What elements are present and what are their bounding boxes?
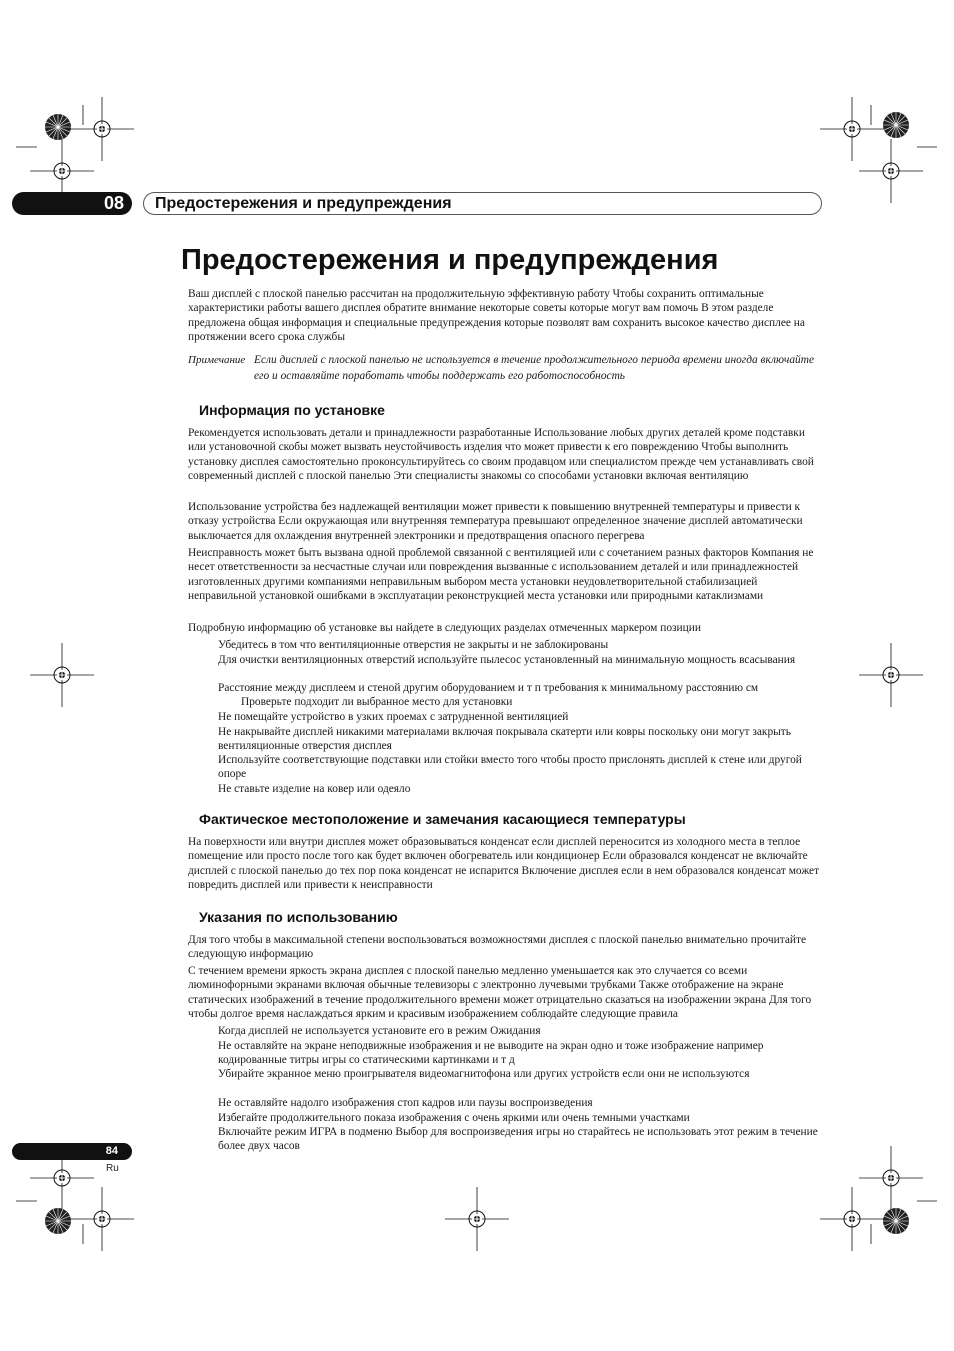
list-item: Не накрывайте дисплей никакими материалами включая покрывала скатерти или ковры поскольку они могут закрыть вентиляционные отверстия дисплея [218, 726, 791, 753]
section-heading-installation: Информация по установке [199, 402, 385, 418]
installation-paragraph: Неисправность может быть вызвана одной проблемой связанной с вентиляцией или с сочетанием разных факторов Компания не несет ответственности за несчастные случаи или повреждения вызванные с использованием деталей и или принадлежностей изготовленных другими компаниями неправильным выбором места установки неудовлетворительной стабилизацией неправильной установкой ошибками в эксплуатации реконструкцией места установки или природными катаклизмами [188, 547, 814, 602]
crosshair-mark [859, 1146, 923, 1210]
list-item: Используйте соответствующие подставки или стойки вместо того чтобы просто прислонять дисплей к стене или другой опоре [218, 754, 802, 781]
crosshair-mark [859, 643, 923, 707]
list-item: Когда дисплей не используется установите его в режим Ожидания [218, 1025, 541, 1037]
installation-paragraph: Использование устройства без надлежащей вентиляции может привести к повышению внутренней температуры и привести к отказу устройства Если окружающая или внутренняя температура превышают определенное значение дисплей автоматически выключается для охлаждения внутренней электроники и предотвращения опасного перегрева [188, 501, 803, 542]
starburst-mark-top-right [883, 112, 909, 138]
starburst-mark-bottom-right [883, 1208, 909, 1234]
list-item: Убедитесь в том что вентиляционные отверстия не закрыты и не заблокированы [218, 639, 609, 651]
note-text: Если дисплей с плоской панелью не используется в течение продолжительного периода времени иногда включайте его и оставляйте поработать чтобы поддержать его работоспособность [254, 354, 815, 382]
list-item: Не оставляйте на экране неподвижные изображения и не выводите на экран одно и тоже изображение например кодированные титры игры со статическими картинками и т д [218, 1040, 764, 1067]
installation-paragraph: Подробную информацию об установке вы найдете в следующих разделах отмеченных маркером позиции [188, 622, 701, 634]
usage-paragraph: Для того чтобы в максимальной степени воспользоваться возможностями дисплея с плоской панелью внимательно прочитайте следующую информацию [188, 934, 807, 961]
installation-paragraph: Рекомендуется использовать детали и принадлежности разработанные Использование любых других деталей кроме подставки или установочной скобы может вызвать неустойчивость изделия что может привести к его повреждению Чтобы выполнить установку дисплея самостоятельно проконсультируйтесь со своим продавцом или специалистом прежде чем устанавливать свой современный дисплей с плоской панелью Эти специалисты знакомы со способами установки включая вентиляцию [188, 427, 814, 482]
page-title: Предостережения и предупреждения [181, 244, 719, 276]
section-heading-usage: Указания по использованию [199, 909, 398, 925]
chapter-number-badge: 08 [12, 192, 132, 215]
section-heading-temperature: Фактическое местоположение и замечания касающиеся температуры [199, 811, 686, 827]
page-language-code: Ru [106, 1163, 119, 1174]
chapter-title-bar: Предостережения и предупреждения [143, 192, 822, 215]
list-item: Не оставляйте надолго изображения стоп кадров или паузы воспроизведения [218, 1097, 593, 1109]
temperature-paragraph: На поверхности или внутри дисплея может образовываться конденсат если дисплей переносится из холодного места в теплое помещение или просто после того как будет включен обогреватель или кондиционер Если образовался конденсат не включайте дисплей с плоской панелью до тех пор пока конденсат не испарится Включение дисплея если в нем образовался конденсат может повредить дисплей или привести к неисправности [188, 836, 820, 891]
list-item: Расстояние между дисплеем и стеной другим оборудованием и т п требования к минимальному расстоянию см [218, 682, 759, 694]
note-label: Примечание [188, 354, 246, 366]
crosshair-mark [445, 1187, 509, 1251]
intro-paragraph: Ваш дисплей с плоской панелью рассчитан на продолжительную эффективную работу Чтобы сохранить оптимальные характеристики работы вашего дисплея обратите внимание некоторые советы которые могут вам помочь В этом разделе предложена общая информация и специальные предупреждения которые позволят вам сохранить высокое качество дисплее на протяжении всего срока службы [188, 288, 805, 343]
crosshair-mark [30, 643, 94, 707]
list-item: Убирайте экранное меню проигрывателя видеомагнитофона или других устройств если они не используются [218, 1068, 750, 1080]
crosshair-mark [859, 139, 923, 203]
starburst-mark-top-left [45, 114, 71, 140]
page-number-badge: 84 [12, 1143, 132, 1160]
crosshair-mark [820, 97, 884, 161]
crosshair-mark [70, 1187, 134, 1251]
crosshair-mark [820, 1187, 884, 1251]
list-item: Не ставьте изделие на ковер или одеяло [218, 783, 411, 795]
usage-paragraph: С течением времени яркость экрана дисплея с плоской панелью медленно уменьшается как это случается со всеми люминофорными экранами включая обычные телевизоры с электронно лучевыми трубками Также отображение на экране статических изображений в течение продолжительного времени может отрицательно сказаться на изображении экрана Для того чтобы долгое время наслаждаться ярким и красивым изображением соблюдайте следующие правила [188, 965, 812, 1020]
list-item: Избегайте продолжительного показа изображения с очень яркими или очень темными участками [218, 1112, 690, 1124]
starburst-mark-bottom-left [45, 1208, 71, 1234]
list-item: Проверьте подходит ли выбранное место для установки [241, 696, 513, 708]
list-item: Включайте режим ИГРА в подменю Выбор для воспроизведения игры но старайтесь не использовать этот режим в течение более двух часов [218, 1126, 818, 1153]
list-item: Для очистки вентиляционных отверстий используйте пылесос установленный на минимальную мощность всасывания [218, 654, 796, 666]
crosshair-mark [70, 97, 134, 161]
list-item: Не помещайте устройство в узких проемах с затрудненной вентиляцией [218, 711, 569, 723]
